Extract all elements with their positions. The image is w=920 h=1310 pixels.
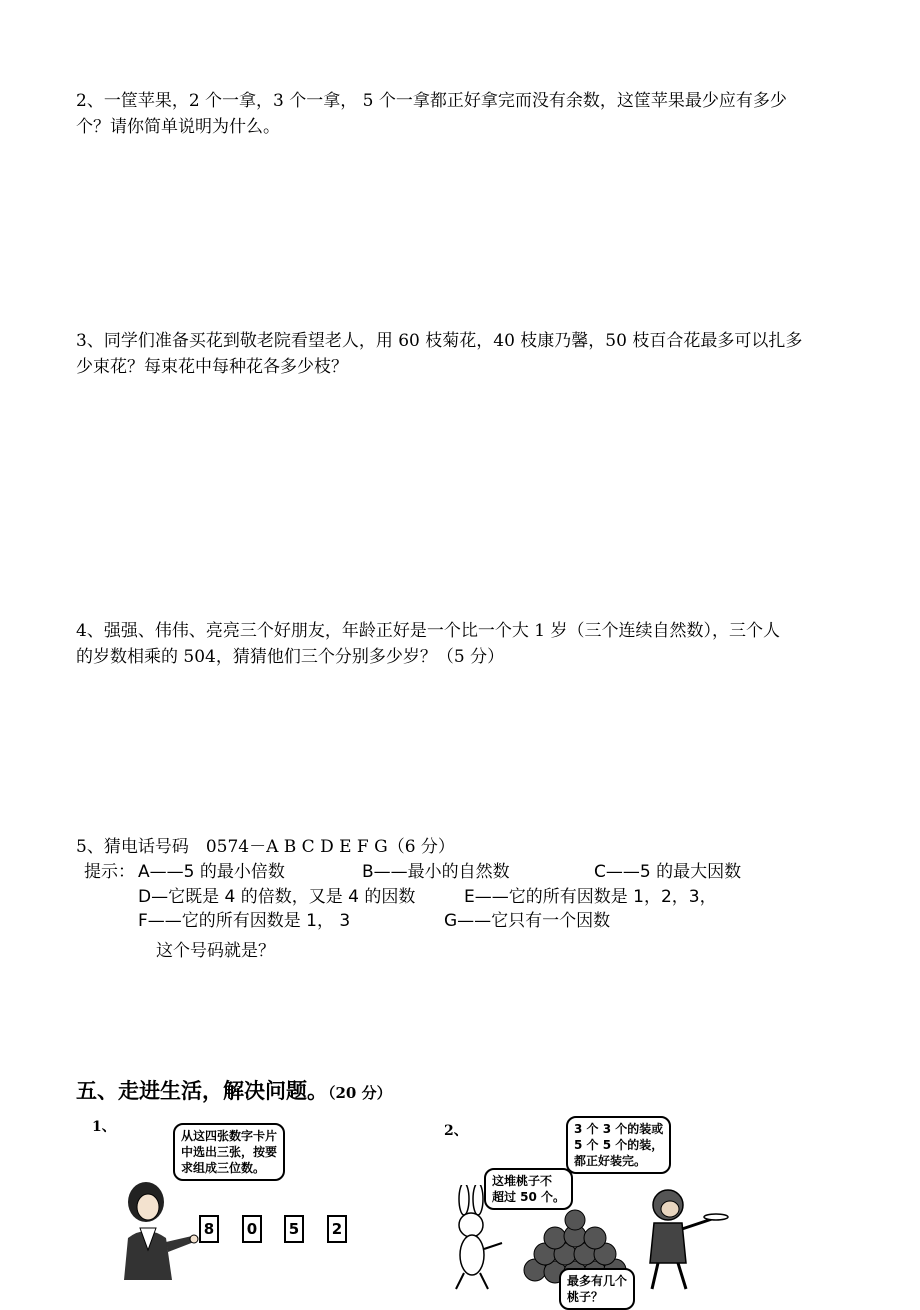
hint-d: D—它既是 4 的倍数，又是 4 的因数: [138, 887, 416, 907]
teacher-speech-bubble: [173, 1123, 285, 1181]
hint-g: G——它只有一个因数: [444, 911, 611, 931]
question-4-line-2: 的岁数相乘的 504，猜猜他们三个分别多少岁？（5 分）: [76, 647, 505, 667]
teacher-illustration: [110, 1180, 200, 1280]
hint-label: 提示：: [84, 862, 135, 882]
hint-e: E——它的所有因数是 1，2，3，: [464, 887, 717, 907]
rabbit-illustration: [440, 1185, 510, 1295]
question-2-line-2: 个？请你简单说明为什么。: [76, 117, 280, 137]
hint-c: C——5 的最大因数: [594, 862, 742, 882]
section-5-title: [76, 1075, 392, 1105]
question-speech-bubble: [559, 1268, 635, 1310]
number-card-4: 2: [327, 1215, 347, 1243]
hint-f: F——它的所有因数是 1， 3: [138, 911, 351, 931]
question-bubble-line-1: 最多有几个: [567, 1274, 628, 1288]
question-bubble-line-2: 桃子？: [567, 1290, 604, 1304]
rabbit-bubble-line-1: 这堆桃子不: [492, 1174, 553, 1188]
number-card-3: 5: [284, 1215, 304, 1243]
question-3-line-1: 3、同学们准备买花到敬老院看望老人，用 60 枝菊花，40 枝康乃馨，50 枝百合花最多可以扎多: [76, 331, 803, 351]
question-5-title: 5、猜电话号码 0574－A B C D E F G（6 分）: [76, 837, 455, 857]
hint-a: A——5 的最小倍数: [138, 862, 285, 882]
number-card-1: 8: [199, 1215, 219, 1243]
monkey-bubble-line-3: 都正好装完。: [574, 1154, 647, 1168]
monkey-speech-bubble: [566, 1116, 671, 1174]
hint-b: B——最小的自然数: [362, 862, 510, 882]
question-4-line-1: 4、强强、伟伟、亮亮三个好朋友，年龄正好是一个比一个大 1 岁（三个连续自然数），三个人: [76, 621, 780, 641]
teacher-bubble-line-2: 中选出三张，按要: [181, 1145, 278, 1159]
monkey-illustration: [640, 1185, 730, 1295]
teacher-bubble-line-3: 求组成三位数。: [181, 1161, 266, 1175]
question-2-line-1: 2、一筐苹果，2 个一拿，3 个一拿， 5 个一拿都正好拿完而没有余数，这筐苹果最少应有多少: [76, 91, 787, 111]
monkey-bubble-line-2: 5 个 5 个的装，: [574, 1138, 664, 1152]
problem-1-number: 1、: [92, 1119, 116, 1135]
number-card-2: 0: [242, 1215, 262, 1243]
question-3-line-2: 少束花？每束花中每种花各多少枝？: [76, 357, 348, 377]
section-5-title-text: 五、走进生活，解决问题。: [76, 1079, 328, 1103]
monkey-bubble-line-1: 3 个 3 个的装或: [574, 1122, 664, 1136]
teacher-bubble-line-1: 从这四张数字卡片: [181, 1129, 278, 1143]
question-5-ask: 这个号码就是？: [156, 941, 275, 961]
rabbit-bubble-line-2: 超过 50 个。: [492, 1190, 566, 1204]
section-5-points: （20 分）: [328, 1084, 392, 1102]
problem-2-number: 2、: [444, 1123, 468, 1139]
